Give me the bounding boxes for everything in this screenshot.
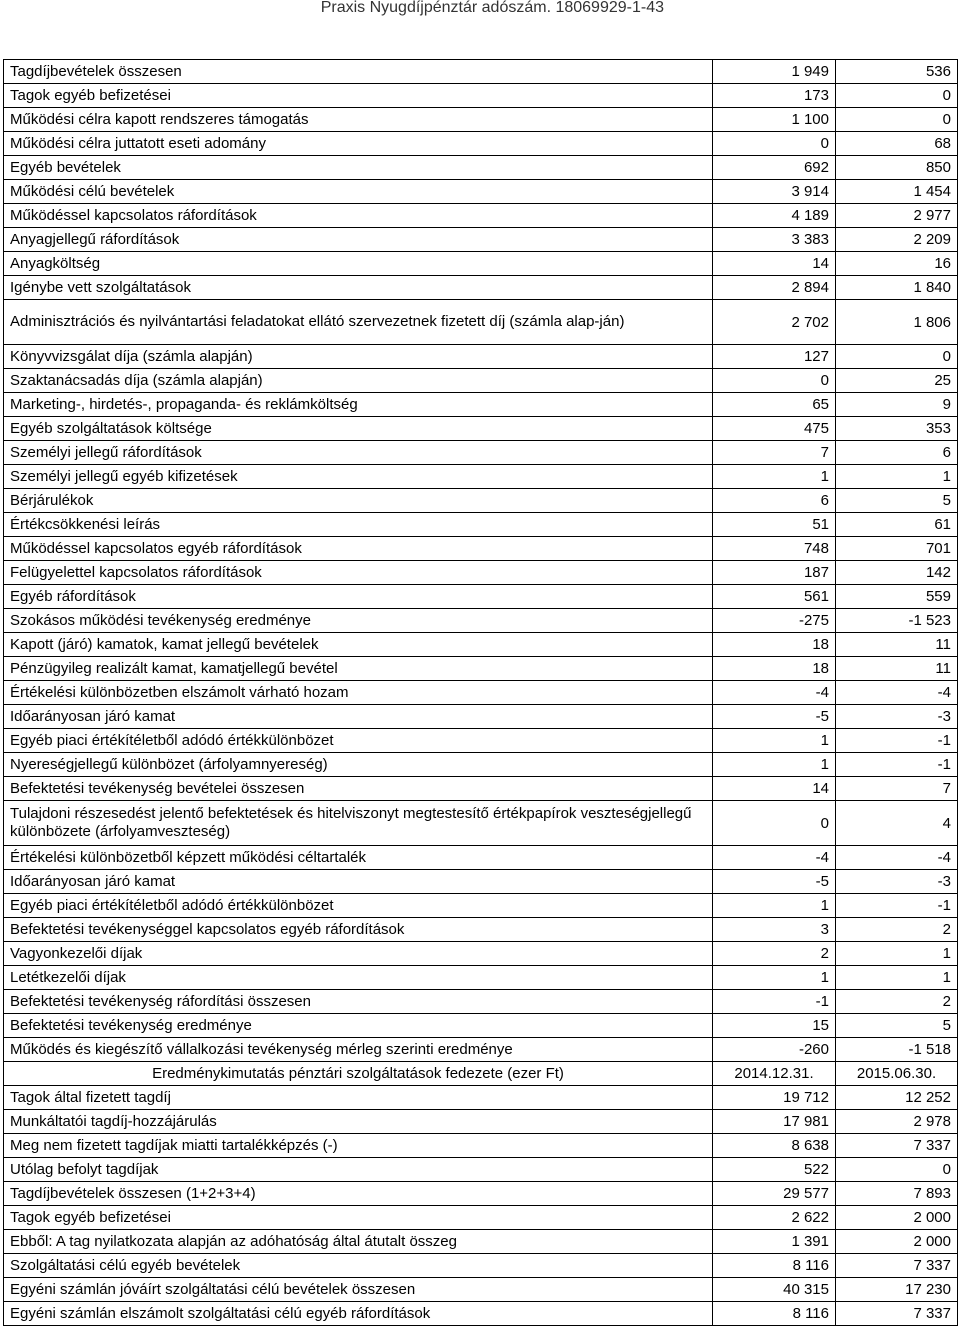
table-row <box>4 345 958 369</box>
row-value-col1: 8 638 <box>713 1134 836 1158</box>
row-label: Igénybe vett szolgáltatások <box>4 276 713 300</box>
page-header <box>0 0 960 26</box>
row-value-col1: 8 116 <box>713 1254 836 1278</box>
table-row <box>4 777 958 801</box>
table-row <box>4 1158 958 1182</box>
row-value-col2: -1 <box>836 729 958 753</box>
row-label: Nyereségjellegű különbözet (árfolyamnyereség) <box>4 753 713 777</box>
row-label: Szaktanácsadás díja (számla alapján) <box>4 369 713 393</box>
row-value-col1: 173 <box>713 84 836 108</box>
row-label: Felügyelettel kapcsolatos ráfordítások <box>4 561 713 585</box>
row-value-col1: 4 189 <box>713 204 836 228</box>
table-row <box>4 252 958 276</box>
row-value-col2: 7 337 <box>836 1254 958 1278</box>
row-value-col2: 0 <box>836 84 958 108</box>
row-label: Letétkezelői díjak <box>4 966 713 990</box>
row-value-col1: 6 <box>713 489 836 513</box>
table-row <box>4 633 958 657</box>
row-label: Tagok egyéb befizetései <box>4 84 713 108</box>
section-title: Eredménykimutatás pénztári szolgáltatások fedezete (ezer Ft) <box>4 1062 713 1086</box>
row-value-col2: -1 523 <box>836 609 958 633</box>
table-row <box>4 1182 958 1206</box>
row-value-col2: 2 <box>836 918 958 942</box>
row-value-col1: 40 315 <box>713 1278 836 1302</box>
income-statement-table <box>3 59 958 1326</box>
row-label: Tagok által fizetett tagdíj <box>4 1086 713 1110</box>
row-label: Értékelési különbözetben elszámolt várható hozam <box>4 681 713 705</box>
row-value-col2: -1 <box>836 894 958 918</box>
row-value-col1: -4 <box>713 846 836 870</box>
row-label: Marketing-, hirdetés-, propaganda- és reklámköltség <box>4 393 713 417</box>
row-value-col2: 1 <box>836 966 958 990</box>
row-value-col2: 2 209 <box>836 228 958 252</box>
row-value-col2: 17 230 <box>836 1278 958 1302</box>
row-label: Működéssel kapcsolatos ráfordítások <box>4 204 713 228</box>
table-row <box>4 1038 958 1062</box>
row-value-col1: 1 100 <box>713 108 836 132</box>
row-value-col1: 2 622 <box>713 1206 836 1230</box>
row-value-col2: 61 <box>836 513 958 537</box>
table-row <box>4 657 958 681</box>
row-value-col2: 2 978 <box>836 1110 958 1134</box>
row-value-col1: -260 <box>713 1038 836 1062</box>
row-label: Időarányosan járó kamat <box>4 705 713 729</box>
row-label: Tagdíjbevételek összesen <box>4 60 713 84</box>
table-row <box>4 870 958 894</box>
row-label: Szolgáltatási célú egyéb bevételek <box>4 1254 713 1278</box>
table-row <box>4 729 958 753</box>
table-row <box>4 204 958 228</box>
row-value-col2: 701 <box>836 537 958 561</box>
column-header-date2: 2015.06.30. <box>836 1062 958 1086</box>
row-value-col1: 522 <box>713 1158 836 1182</box>
table-row <box>4 132 958 156</box>
row-label: Tagok egyéb befizetései <box>4 1206 713 1230</box>
row-value-col1: 2 702 <box>713 300 836 345</box>
table-row <box>4 180 958 204</box>
row-value-col2: 7 337 <box>836 1134 958 1158</box>
table-row <box>4 918 958 942</box>
table-row <box>4 561 958 585</box>
table-row <box>4 894 958 918</box>
row-value-col1: 187 <box>713 561 836 585</box>
row-label: Egyéni számlán elszámolt szolgáltatási célú egyéb ráfordítások <box>4 1302 713 1326</box>
row-label: Meg nem fizetett tagdíjak miatti tartalékképzés (-) <box>4 1134 713 1158</box>
row-value-col1: 1 <box>713 894 836 918</box>
row-value-col2: 2 977 <box>836 204 958 228</box>
row-value-col2: 4 <box>836 801 958 846</box>
row-label: Befektetési tevékenység eredménye <box>4 1014 713 1038</box>
row-label: Egyéb piaci értékítéletből adódó értékkülönbözet <box>4 894 713 918</box>
row-label: Személyi jellegű egyéb kifizetések <box>4 465 713 489</box>
row-value-col2: 2 <box>836 990 958 1014</box>
row-label: Ebből: A tag nyilatkozata alapján az adóhatóság által átutalt összeg <box>4 1230 713 1254</box>
table-row <box>4 84 958 108</box>
row-label: Egyéb piaci értékítéletből adódó értékkülönbözet <box>4 729 713 753</box>
row-value-col1: 29 577 <box>713 1182 836 1206</box>
row-label: Tulajdoni részesedést jelentő befektetések és hitelviszonyt megtestesítő értékpapírok veszteségjellegű különbözete (árfolyamveszteség) <box>4 801 713 846</box>
row-label: Kapott (járó) kamatok, kamat jellegű bevételek <box>4 633 713 657</box>
table-row <box>4 681 958 705</box>
row-value-col2: 1 <box>836 465 958 489</box>
row-value-col1: 3 <box>713 918 836 942</box>
table-row <box>4 801 958 846</box>
row-value-col2: 68 <box>836 132 958 156</box>
row-label: Befektetési tevékenység ráfordítási összesen <box>4 990 713 1014</box>
table-row <box>4 1302 958 1326</box>
row-value-col2: -3 <box>836 870 958 894</box>
row-value-col1: 8 116 <box>713 1302 836 1326</box>
row-value-col2: 2 000 <box>836 1206 958 1230</box>
row-value-col1: 3 914 <box>713 180 836 204</box>
row-label: Bérjárulékok <box>4 489 713 513</box>
row-label: Utólag befolyt tagdíjak <box>4 1158 713 1182</box>
row-value-col1: 15 <box>713 1014 836 1038</box>
row-value-col1: 7 <box>713 441 836 465</box>
row-label: Befektetési tevékenységgel kapcsolatos egyéb ráfordítások <box>4 918 713 942</box>
row-value-col2: 11 <box>836 657 958 681</box>
column-header-date1: 2014.12.31. <box>713 1062 836 1086</box>
row-value-col1: 692 <box>713 156 836 180</box>
table-row <box>4 1278 958 1302</box>
row-value-col1: 748 <box>713 537 836 561</box>
row-label: Befektetési tevékenység bevételei összesen <box>4 777 713 801</box>
table-row <box>4 966 958 990</box>
row-value-col1: 3 383 <box>713 228 836 252</box>
row-value-col1: 127 <box>713 345 836 369</box>
row-value-col1: 14 <box>713 777 836 801</box>
row-label: Értékelési különbözetből képzett működési céltartalék <box>4 846 713 870</box>
row-value-col2: 7 <box>836 777 958 801</box>
table-row <box>4 369 958 393</box>
row-label: Egyéb bevételek <box>4 156 713 180</box>
row-label: Működési célra juttatott eseti adomány <box>4 132 713 156</box>
row-value-col1: 0 <box>713 801 836 846</box>
row-label: Működési célra kapott rendszeres támogatás <box>4 108 713 132</box>
row-value-col2: 142 <box>836 561 958 585</box>
row-label: Személyi jellegű ráfordítások <box>4 441 713 465</box>
row-value-col1: 475 <box>713 417 836 441</box>
row-value-col1: 1 <box>713 465 836 489</box>
row-value-col2: 9 <box>836 393 958 417</box>
row-label: Könyvvizsgálat díja (számla alapján) <box>4 345 713 369</box>
row-value-col2: 1 840 <box>836 276 958 300</box>
table-row <box>4 156 958 180</box>
row-value-col2: 0 <box>836 108 958 132</box>
table-row <box>4 1086 958 1110</box>
row-value-col1: -275 <box>713 609 836 633</box>
row-value-col2: 5 <box>836 1014 958 1038</box>
row-value-col2: 25 <box>836 369 958 393</box>
row-value-col1: -1 <box>713 990 836 1014</box>
row-value-col1: 18 <box>713 633 836 657</box>
table-row <box>4 537 958 561</box>
row-value-col2: -4 <box>836 846 958 870</box>
row-label: Munkáltatói tagdíj-hozzájárulás <box>4 1110 713 1134</box>
table-row <box>4 609 958 633</box>
table-row <box>4 942 958 966</box>
table-row <box>4 990 958 1014</box>
row-value-col1: -4 <box>713 681 836 705</box>
row-value-col2: 2 000 <box>836 1230 958 1254</box>
table-row <box>4 393 958 417</box>
row-value-col1: 1 949 <box>713 60 836 84</box>
row-value-col2: 536 <box>836 60 958 84</box>
row-value-col2: 0 <box>836 1158 958 1182</box>
row-label: Anyagjellegű ráfordítások <box>4 228 713 252</box>
row-value-col2: 353 <box>836 417 958 441</box>
row-value-col1: 18 <box>713 657 836 681</box>
table-row <box>4 60 958 84</box>
row-value-col1: -5 <box>713 870 836 894</box>
row-value-col1: 561 <box>713 585 836 609</box>
section-header-row <box>4 1062 958 1086</box>
row-value-col1: 1 <box>713 966 836 990</box>
table-row <box>4 1206 958 1230</box>
row-label: Vagyonkezelői díjak <box>4 942 713 966</box>
row-value-col2: 1 454 <box>836 180 958 204</box>
income-statement-body <box>4 60 958 1326</box>
row-value-col1: 17 981 <box>713 1110 836 1134</box>
row-value-col2: -1 518 <box>836 1038 958 1062</box>
table-row <box>4 276 958 300</box>
header-text: Praxis Nyugdíjpénztár adószám. 18069929-1-43 <box>320 0 664 16</box>
table-row <box>4 228 958 252</box>
row-label: Pénzügyileg realizált kamat, kamatjellegű bevétel <box>4 657 713 681</box>
row-value-col1: 19 712 <box>713 1086 836 1110</box>
row-label: Működéssel kapcsolatos egyéb ráfordítások <box>4 537 713 561</box>
table-row <box>4 1230 958 1254</box>
row-label: Szokásos működési tevékenység eredménye <box>4 609 713 633</box>
row-label: Működési célú bevételek <box>4 180 713 204</box>
row-value-col2: 559 <box>836 585 958 609</box>
row-value-col1: 2 894 <box>713 276 836 300</box>
table-row <box>4 1110 958 1134</box>
row-value-col1: 65 <box>713 393 836 417</box>
row-value-col1: 1 <box>713 753 836 777</box>
row-value-col2: -3 <box>836 705 958 729</box>
row-label: Tagdíjbevételek összesen (1+2+3+4) <box>4 1182 713 1206</box>
row-value-col1: 0 <box>713 132 836 156</box>
table-row <box>4 1254 958 1278</box>
table-row <box>4 1014 958 1038</box>
row-value-col2: 850 <box>836 156 958 180</box>
row-value-col1: 1 <box>713 729 836 753</box>
table-row <box>4 489 958 513</box>
table-row <box>4 417 958 441</box>
row-value-col2: -1 <box>836 753 958 777</box>
row-value-col2: 1 <box>836 942 958 966</box>
row-value-col2: 16 <box>836 252 958 276</box>
row-value-col2: 7 893 <box>836 1182 958 1206</box>
table-row <box>4 513 958 537</box>
row-value-col2: 7 337 <box>836 1302 958 1326</box>
table-row <box>4 846 958 870</box>
table-row <box>4 1134 958 1158</box>
row-value-col1: 1 391 <box>713 1230 836 1254</box>
table-row <box>4 108 958 132</box>
table-row <box>4 441 958 465</box>
row-label: Egyéb szolgáltatások költsége <box>4 417 713 441</box>
row-label: Időarányosan járó kamat <box>4 870 713 894</box>
table-row <box>4 465 958 489</box>
row-value-col2: -4 <box>836 681 958 705</box>
row-label: Értékcsökkenési leírás <box>4 513 713 537</box>
row-value-col2: 11 <box>836 633 958 657</box>
row-label: Anyagköltség <box>4 252 713 276</box>
row-label: Egyéb ráfordítások <box>4 585 713 609</box>
row-label: Egyéni számlán jóváírt szolgáltatási célú bevételek összesen <box>4 1278 713 1302</box>
table-row <box>4 300 958 345</box>
row-value-col2: 1 806 <box>836 300 958 345</box>
row-value-col1: 2 <box>713 942 836 966</box>
row-value-col1: -5 <box>713 705 836 729</box>
row-label: Adminisztrációs és nyilvántartási feladatokat ellátó szervezetnek fizetett díj (számla alap-ján) <box>4 300 713 345</box>
row-value-col2: 6 <box>836 441 958 465</box>
row-value-col2: 5 <box>836 489 958 513</box>
row-value-col2: 0 <box>836 345 958 369</box>
row-label: Működés és kiegészítő vállalkozási tevékenység mérleg szerinti eredménye <box>4 1038 713 1062</box>
table-row <box>4 705 958 729</box>
table-row <box>4 585 958 609</box>
row-value-col1: 51 <box>713 513 836 537</box>
row-value-col2: 12 252 <box>836 1086 958 1110</box>
table-row <box>4 753 958 777</box>
row-value-col1: 14 <box>713 252 836 276</box>
row-value-col1: 0 <box>713 369 836 393</box>
